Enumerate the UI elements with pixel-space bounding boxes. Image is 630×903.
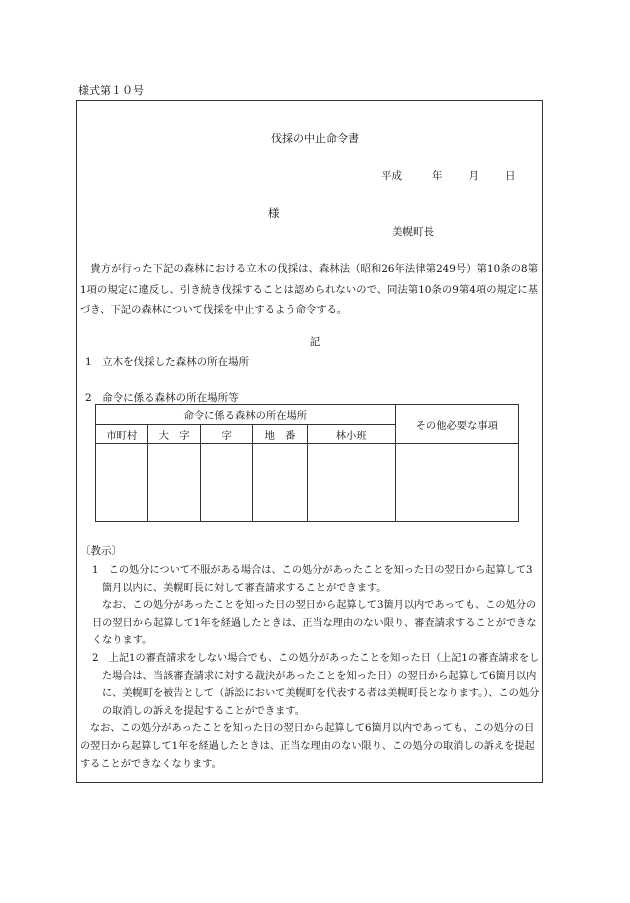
issue-date	[381, 168, 516, 183]
instruction-2-note: なお、この処分があったことを知った日の翌日から起算して6箇月以内であっても、この処分の日の翌日から起算して1年を経過したときは、正当な理由のない限り、この処分の取消しの訴えを提起することができなくなります。	[80, 723, 535, 770]
instruction-1-note: なお、この処分があったことを知った日の翌日から起算して3箇月以内であっても、この処分の日の翌日から起算して1年を経過したときは、正当な理由のない限り、審査請求することができなくなります。	[92, 600, 537, 647]
date-era: 平成	[381, 170, 402, 182]
issuer: 美幌町長	[392, 226, 434, 238]
col-municipality: 市町村	[96, 425, 148, 444]
order-body-text: 貴方が行った下記の森林における立木の伐採は、森林法（昭和26年法律第249号）第10条の8第1項の規定に違反し、引き続き伐採することは認められないので、同法第10条の9第4項の規定に基づき、下記の森林について伐採を中止するよう命令する。	[80, 263, 538, 316]
instruction-2: 2 上記1の審査請求をしない場合でも、この処分があったことを知った日（上記1の審査請求をした場合は、当該審査請求に対する裁決があったことを知った日）の翌日から起算して6箇月以内に、美幌町を被告として（訴訟において美幌町を代表する者は美幌町長となります。）、この処分の取消しの訴えを提起することができます。	[92, 652, 540, 717]
instructions	[80, 562, 540, 773]
instruction-1: 1 この処分について不服がある場合は、この処分があったことを知った日の翌日から起算して3箇月以内に、美幌町長に対して審査請求することができます。	[92, 565, 533, 594]
table-cell	[307, 444, 395, 522]
kyoji-label: 〔教示〕	[80, 545, 122, 557]
col-aza: 字	[200, 425, 252, 444]
item-2-label: 2 命令に係る森林の所在場所等	[85, 392, 239, 404]
forest-location-table	[95, 404, 519, 522]
col-lot-number: 地 番	[253, 425, 308, 444]
addressee: 様	[268, 206, 280, 220]
date-day-unit: 日	[505, 170, 516, 182]
date-month-unit: 月	[468, 170, 479, 182]
document-title: 伐採の中止命令書	[271, 132, 359, 145]
form-number: 様式第１０号	[78, 84, 144, 97]
table-cell	[253, 444, 308, 522]
ki-heading: 記	[309, 336, 321, 348]
order-body	[80, 259, 538, 321]
col-oaza: 大 字	[148, 425, 201, 444]
table-cell	[96, 444, 148, 522]
col-forest-subcompartment: 林小班	[307, 425, 395, 444]
table-row	[96, 444, 519, 522]
table-other-header: その他必要な事項	[395, 405, 518, 444]
item-1-label: 1 立木を伐採した森林の所在場所	[85, 356, 250, 368]
table-cell	[395, 444, 518, 522]
table-cell	[200, 444, 252, 522]
table-group-header: 命令に係る森林の所在場所	[96, 405, 396, 425]
date-year-unit: 年	[432, 170, 443, 182]
table-cell	[148, 444, 201, 522]
